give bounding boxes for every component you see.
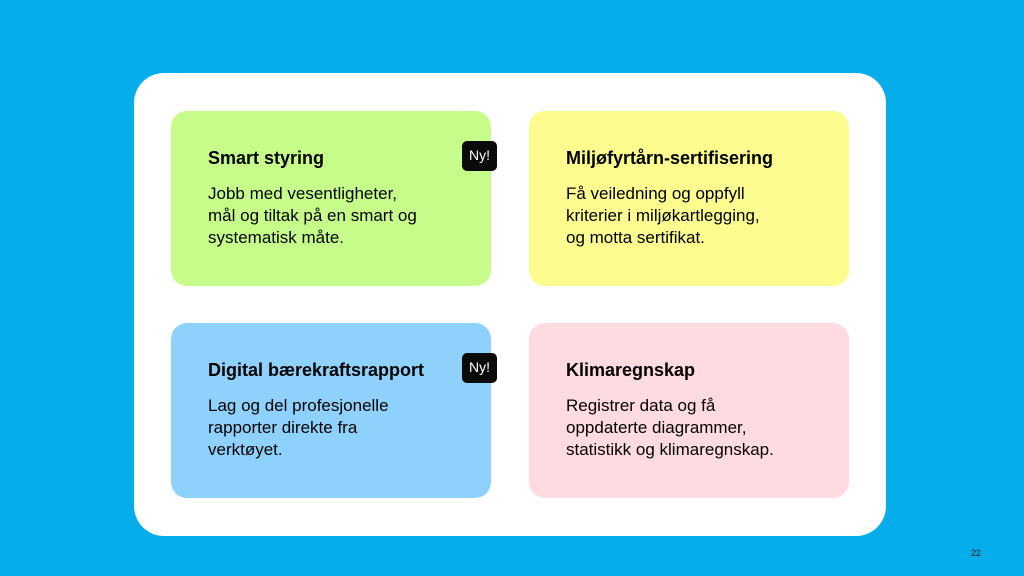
card-title: Miljøfyrtårn-sertifisering bbox=[566, 148, 774, 168]
card-description: Lag og del profesjonelle rapporter direkte fra verktøyet. bbox=[208, 396, 389, 459]
card-title: Smart styring bbox=[208, 148, 325, 168]
card-title: Klimaregnskap bbox=[566, 360, 696, 380]
card-description: Registrer data og få oppdaterte diagrammer, statistikk og klimaregnskap. bbox=[566, 396, 774, 459]
new-badge: Ny! bbox=[462, 141, 497, 171]
new-badge: Ny! bbox=[462, 353, 497, 383]
card-description: Få veiledning og oppfyll kriterier i miljøkartlegging, og motta sertifikat. bbox=[566, 184, 760, 247]
card-smart-styring[interactable] bbox=[171, 111, 491, 286]
card-digital-baerekraftsrapport[interactable] bbox=[171, 323, 491, 498]
card-klimaregnskap[interactable] bbox=[529, 323, 849, 498]
card-miljofyrtarn[interactable] bbox=[529, 111, 849, 286]
card-description: Jobb med vesentligheter, mål og tiltak på en smart og systematisk måte. bbox=[208, 184, 417, 247]
page-number: 22 bbox=[970, 548, 981, 558]
card-title: Digital bærekraftsrapport bbox=[208, 360, 425, 380]
